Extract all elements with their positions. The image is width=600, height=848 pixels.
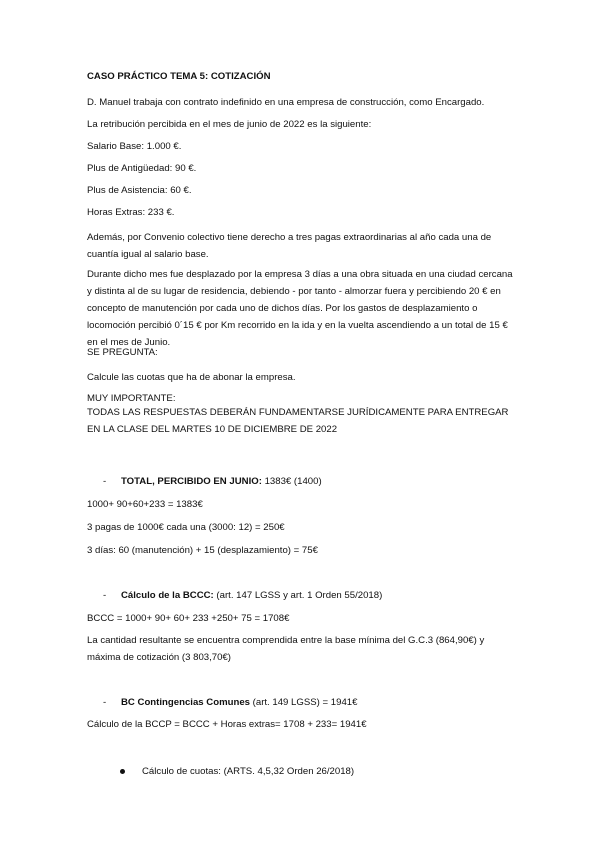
bccc-line (121, 590, 382, 602)
calc-line-1: 1000+ 90+60+233 = 1383€ (87, 499, 203, 510)
desplazamiento-paragraph: Durante dicho mes fue desplazado por la empresa 3 días a una obra situada en una ciudad cercana y distinta al de su lugar de residencia, debiendo - por tanto - almorzar fuera y percibiendo 20 € en concepto de manutención por cada uno de dichos días. Por los gastos de desplazamiento o locomoción percibió 0´15 € por Km recorrido en la ida y en la vuelta ascendiendo a un total de 15 € en el mes de Junio. (87, 269, 513, 348)
retribucion-intro: La retribución percibida en el mes de junio de 2022 es la siguiente: (87, 119, 372, 130)
bccp-calc: Cálculo de la BCCP = BCCC + Horas extras= 1708 + 233= 1941€ (87, 719, 367, 730)
plus-asistencia: Plus de Asistencia: 60 €. (87, 185, 192, 196)
total-value: 1383€ (1400) (261, 476, 322, 487)
bc-label: BC Contingencias Comunes (121, 697, 250, 708)
document-title: CASO PRÁCTICO TEMA 5: COTIZACIÓN (87, 71, 271, 82)
intro-text: D. Manuel trabaja con contrato indefinido en una empresa de construcción, como Encargado. (87, 97, 485, 108)
calc-line-2: 3 pagas de 1000€ cada una (3000: 12) = 250€ (87, 522, 285, 533)
dash-marker: - (103, 476, 107, 487)
horas-extras: Horas Extras: 233 €. (87, 207, 175, 218)
bccc-note: La cantidad resultante se encuentra comprendida entre la base mínima del G.C.3 (864,90€) y máxima de cotización (3 803,70€) (87, 635, 485, 663)
plus-antiguedad: Plus de Antigüedad: 90 €. (87, 163, 197, 174)
se-pregunta: SE PREGUNTA: (87, 347, 158, 358)
total-line (121, 476, 322, 488)
bullet-marker (120, 769, 125, 774)
dash-marker: - (103, 697, 107, 708)
bccc-calc: BCCC = 1000+ 90+ 60+ 233 +250+ 75 = 1708€ (87, 613, 290, 624)
calc-line-3: 3 días: 60 (manutención) + 15 (desplazamiento) = 75€ (87, 545, 318, 556)
bc-line (121, 697, 357, 709)
pregunta-text: Calcule las cuotas que ha de abonar la empresa. (87, 372, 296, 383)
bccc-ref: (art. 147 LGSS y art. 1 Orden 55/2018) (213, 590, 383, 601)
bccc-label: Cálculo de la BCCC: (121, 590, 214, 601)
aviso-text: TODAS LAS RESPUESTAS DEBERÁN FUNDAMENTARSE JURÍDICAMENTE PARA ENTREGAR EN LA CLASE DEL MARTES 10 DE DICIEMBRE DE 2022 (87, 407, 509, 435)
total-label: TOTAL, PERCIBIDO EN JUNIO: (121, 476, 262, 487)
bc-ref: (art. 149 LGSS) = 1941€ (250, 697, 358, 708)
cuotas-line: Cálculo de cuotas: (ARTS. 4,5,32 Orden 26/2018) (142, 766, 355, 777)
convenio-paragraph: Además, por Convenio colectivo tiene derecho a tres pagas extraordinarias al año cada una de cuantía igual al salario base. (87, 232, 492, 260)
salario-base: Salario Base: 1.000 €. (87, 141, 182, 152)
dash-marker: - (103, 590, 107, 601)
muy-importante: MUY IMPORTANTE: (87, 393, 176, 404)
